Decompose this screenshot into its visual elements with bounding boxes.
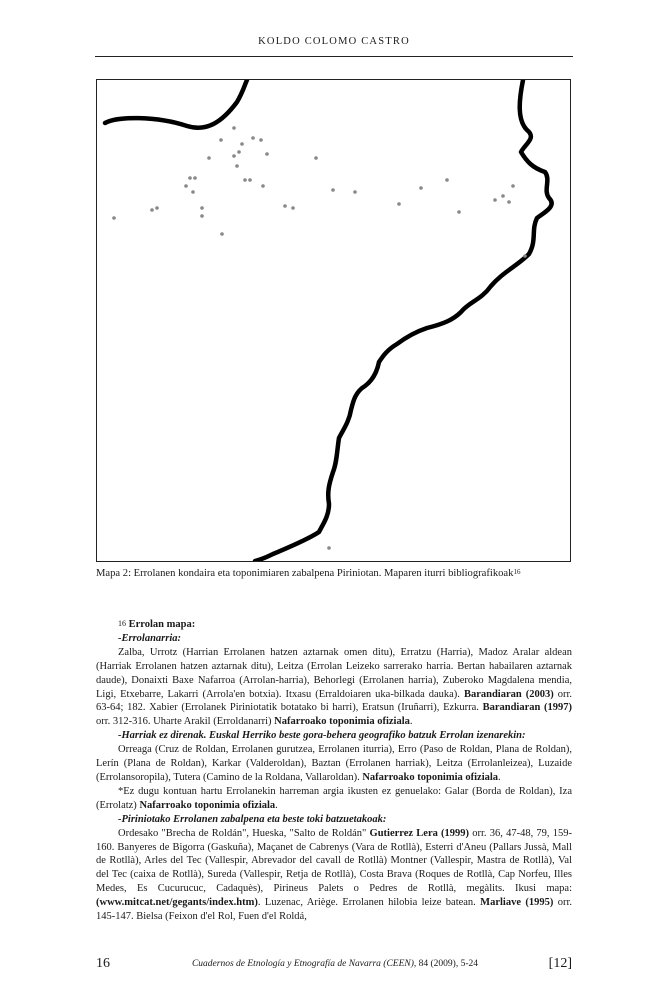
- map-location-dot: [232, 154, 236, 158]
- map-location-dot: [327, 546, 331, 550]
- caption-text: Mapa 2: Errolanen kondaira eta toponimiaren zabalpena Piriniotan. Maparen iturri bibliografikoak: [96, 568, 514, 579]
- map-location-dot: [291, 206, 295, 210]
- map-location-dot: [523, 254, 527, 258]
- map-location-dot: [419, 186, 423, 190]
- header-rule: [95, 56, 573, 57]
- footnote-16: [96, 618, 572, 924]
- note-title-line: [96, 618, 572, 632]
- map-location-dot: [457, 210, 461, 214]
- section-heading-2: -Harriak ez direnak. Euskal Herriko beste gora-behera geografiko batzuk Errolan izenarekin:: [118, 730, 526, 742]
- map-location-dot: [200, 214, 204, 218]
- map-dots: [112, 126, 527, 550]
- map-location-dot: [493, 198, 497, 202]
- map-location-dot: [265, 152, 269, 156]
- map-location-dot: [220, 232, 224, 236]
- map-location-dot: [191, 190, 195, 194]
- map-location-dot: [445, 178, 449, 182]
- map-location-dot: [261, 184, 265, 188]
- map-figure: [96, 79, 571, 562]
- map-location-dot: [243, 178, 247, 182]
- map-location-dot: [331, 188, 335, 192]
- map-location-dot: [188, 176, 192, 180]
- map-location-dot: [232, 126, 236, 130]
- paragraph-3: *Ez dugu kontuan hartu Errolanekin harreman argia ikusten ez genuelako: Galar (Borda de Roldan), Iza (Errolatz) Nafarroako toponimia ofiziala.: [96, 785, 572, 811]
- map-location-dot: [240, 142, 244, 146]
- map-border-line-north: [105, 80, 247, 128]
- section-heading-3: -Piriniotako Errolanen zabalpena eta beste toki batzuetakoak:: [118, 813, 387, 825]
- map-location-dot: [193, 176, 197, 180]
- running-header: KOLDO COLOMO CASTRO: [258, 36, 410, 47]
- map-location-dot: [150, 208, 154, 212]
- caption-footnote-ref: 16: [513, 568, 521, 576]
- page-range: [12]: [548, 956, 572, 971]
- map-location-dot: [314, 156, 318, 160]
- map-location-dot: [184, 184, 188, 188]
- map-location-dot: [283, 204, 287, 208]
- map-location-dot: [353, 190, 357, 194]
- map-location-dot: [507, 200, 511, 204]
- map-location-dot: [251, 136, 255, 140]
- map-location-dot: [248, 178, 252, 182]
- map-location-dot: [501, 194, 505, 198]
- map-location-dot: [219, 138, 223, 142]
- map-location-dot: [397, 202, 401, 206]
- map-location-dot: [112, 216, 116, 220]
- map-location-dot: [200, 206, 204, 210]
- map-location-dot: [207, 156, 211, 160]
- map-location-dot: [235, 164, 239, 168]
- paragraph-2: Orreaga (Cruz de Roldan, Errolanen gurutzea, Errolanen iturria), Erro (Paso de Roldan, Plana de Roldan), Lerín (Plana de Roldan), Karkar (Valderoldan), Baztan (Errolanen harriak), Leitza (Errolanleizea), Luzaide (Errolansoropila), Tutera (Camino de la Roldana, Vallaroldan). Nafarroako toponimia ofiziala.: [96, 744, 572, 783]
- map-location-dot: [511, 184, 515, 188]
- map-location-dot: [259, 138, 263, 142]
- note-title: Errolan mapa:: [128, 619, 196, 630]
- page-number: 16: [96, 956, 110, 971]
- map-location-dot: [237, 150, 241, 154]
- map-location-dot: [155, 206, 159, 210]
- figure-caption: [96, 567, 576, 581]
- paragraph-4: Ordesako "Brecha de Roldán", Hueska, "Salto de Roldán" Gutierrez Lera (1999) orr. 36, 47-48, 79, 159-160. Banyeres de Bigorra (Gaskuña), Maçanet de Cabrenys (Vara de Rotllà), Esterri d'Aneu (Pallars Jussà, Mall de Rotllà), Arles del Tec (Vallespir, Abrevador del cavall de Rotllà) Montner (Vallespir, Mastra de Rotllà), Val del Tec (caixa de Rotllà), Sureda (Vallespir, Retja de Rotllà), Costa Brava (Roques de Rotllà, Cap Norfeu, Illes Medes, Es Cucurucuc, Cadaquès), Pirineus Palets o Pedres de Rotllà, megàlits. Ikusi mapa: (www.mitcat.net/gegants/index.htm). Luzenac, Ariège. Errolanen hilobia leize batean. Marliave (1995) orr. 145-147. Bielsa (Feixon d'el Rol, Fuen d'el Roldá,: [96, 827, 572, 923]
- note-number: 16: [118, 619, 126, 628]
- journal-citation: Cuadernos de Etnología y Etnografía de Navarra (CEEN), 84 (2009), 5-24: [191, 959, 479, 969]
- map-canvas: [97, 80, 570, 561]
- section-heading-1: -Errolanarria:: [118, 632, 182, 644]
- paragraph-1: Zalba, Urrotz (Harrian Errolanen hatzen aztarnak omen ditu), Erratzu (Harria), Madoz Aralar aldean (Harriak Errolanen hatzen aztarnak ditu), Leitza (Errolan Leizeko sarrerako harria. Bertan habailaren aztarnak daude), Donaixti Baxe Nafarroa (Arrolan-harria), Behorlegi (Errolanen harria), Zuberoko Magdalena mendia, Ligi, Etxebarre, Lakarri (Arrola'en botxia). Itxasu (Erraldoiaren uka-bilkada dauka). Barandiaran (2003) orr. 63-64; 182. Xabier (Errolanek Piriniotatik botatako bi harri), Eratsun (Iruñarri), Ezkurra. Barandiaran (1997) orr. 312-316. Uharte Arakil (Erroldanarri) Nafarroako toponimia ofiziala.: [96, 646, 573, 728]
- mitcat-url: (www.mitcat.net/gegants/index.htm): [96, 897, 258, 909]
- map-border-line-east: [255, 80, 552, 561]
